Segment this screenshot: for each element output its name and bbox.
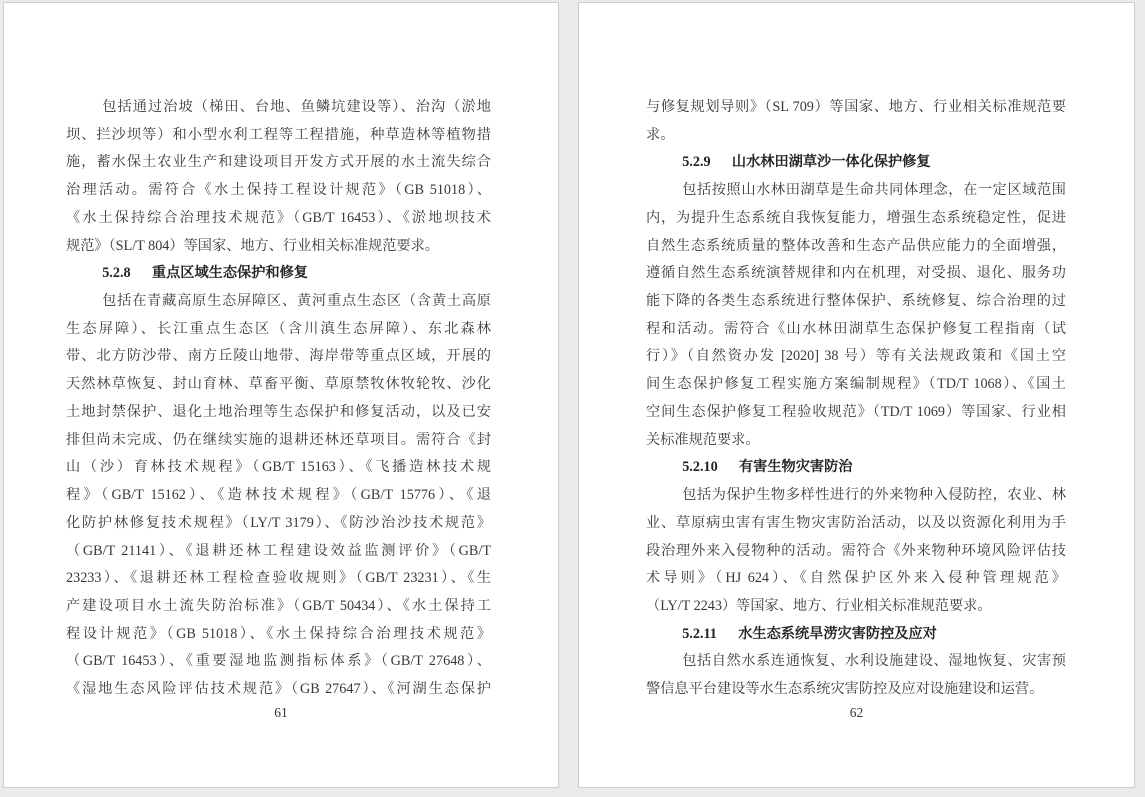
document-page-61	[3, 2, 559, 788]
text-line: 业、草原病虫害有害生物灾害防治活动，以及以资源化利用为手	[646, 514, 1066, 531]
text-line: 内，为提升生态系统自我恢复能力，增强生态系统稳定性，促进	[646, 209, 1066, 226]
text-line: 自然生态系统质量的整体改善和生态产品供应能力的全面增强，	[646, 237, 1066, 254]
text-line: 坝、拦沙坝等）和小型水利工程等工程措施，种草造林等植物措	[66, 126, 491, 143]
text-line: 土地封禁保护、退化土地治理等生态保护和修复活动，以及已安	[66, 403, 491, 420]
section-number: 5.2.9	[682, 154, 711, 171]
section-title: 有害生物灾害防治	[738, 459, 853, 476]
section-heading	[646, 454, 1066, 482]
text-line: 包括为保护生物多样性进行的外来物种入侵防控，农业、林	[682, 487, 1066, 504]
section-heading	[66, 260, 491, 288]
text-line: 程》（GB/T 15162）、《造林技术规程》（GB/T 15776）、《退	[66, 487, 491, 504]
text-line: 行）》（自然资办发 [2020] 38 号）等有关法规政策和《国土空	[646, 348, 1066, 365]
page-61-text-block	[66, 94, 491, 704]
text-line: （LY/T 2243）等国家、地方、行业相关标准规范要求。	[646, 597, 992, 614]
text-line: 23233）、《退耕还林工程检查验收规则》（GB/T 23231）、《生	[66, 570, 491, 587]
text-line: 程设计规范》（GB 51018）、《水土保持综合治理技术规范》	[66, 625, 491, 642]
text-line: 警信息平台建设等水生态系统灾害防控及应对设施建设和运营。	[646, 681, 1044, 698]
text-line: 关标准规范要求。	[646, 431, 760, 448]
text-line: 包括在青藏高原生态屏障区、黄河重点生态区（含黄土高原	[102, 293, 491, 310]
document-page-62	[578, 2, 1135, 788]
text-line: 求。	[646, 126, 675, 143]
text-line: 天然林草恢复、封山育林、草畜平衡、草原禁牧休牧轮牧、沙化	[66, 376, 491, 393]
section-title: 水生态系统旱涝灾害防控及应对	[738, 625, 937, 642]
text-line: 程和活动。需符合《山水林田湖草生态保护修复工程指南（试	[646, 320, 1066, 337]
text-line: 排但尚未完成、仍在继续实施的退耕还林还草项目。需符合《封	[66, 431, 491, 448]
section-number: 5.2.10	[682, 459, 718, 476]
section-heading	[646, 621, 1066, 649]
text-line: 生态屏障）、长江重点生态区（含川滇生态屏障）、东北森林	[66, 320, 491, 337]
section-title: 重点区域生态保护和修复	[151, 265, 308, 282]
page-number-61: 61	[274, 705, 288, 720]
text-line: 能下降的各类生态系统进行整体保护、系统修复、综合治理的过	[646, 293, 1066, 310]
text-line: 施，蓄水保土农业生产和建设项目开发方式开展的水土流失综合	[66, 154, 491, 171]
text-line: 化防护林修复技术规程》（LY/T 3179）、《防沙治沙技术规范》	[66, 514, 491, 531]
text-line: 规范》（SL/T 804）等国家、地方、行业相关标准规范要求。	[66, 237, 439, 254]
text-line: 间生态保护修复工程实施方案编制规程》（TD/T 1068）、《国土	[646, 376, 1066, 393]
text-line: （GB/T 21141）、《退耕还林工程建设效益监测评价》（GB/T	[66, 542, 491, 559]
text-line: 包括通过治坡（梯田、台地、鱼鳞坑建设等）、治沟（淤地	[102, 99, 491, 115]
text-line: 与修复规划导则》（SL 709）等国家、地方、行业相关标准规范要	[646, 99, 1066, 115]
text-line: 段治理外来入侵物种的活动。需符合《外来物种环境风险评估技	[646, 542, 1066, 559]
text-line: 遵循自然生态系统演替规律和内在机理，对受损、退化、服务功	[646, 265, 1066, 282]
page-number-62: 62	[849, 705, 864, 720]
text-line: 《湿地生态风险评估技术规范》（GB 27647）、《河湖生态保护	[66, 681, 491, 698]
section-heading	[646, 149, 1066, 177]
text-line: （GB/T 16453）、《重要湿地监测指标体系》（GB/T 27648）、	[66, 653, 491, 670]
text-line: 带、北方防沙带、南方丘陵山地带、海岸带等重点区域，开展的	[66, 348, 491, 365]
text-line: 空间生态保护修复工程验收规范》（TD/T 1069）等国家、行业相	[646, 403, 1066, 420]
section-title: 山水林田湖草沙一体化保护修复	[731, 154, 931, 171]
text-line: 山（沙）育林技术规程》（GB/T 15163）、《飞播造林技术规	[66, 459, 491, 476]
section-number: 5.2.11	[682, 625, 717, 642]
section-number: 5.2.8	[102, 265, 131, 282]
text-line: 包括按照山水林田湖草是生命共同体理念，在一定区域范围	[682, 182, 1066, 199]
text-line: 治理活动。需符合《水土保持工程设计规范》（GB 51018）、	[66, 182, 491, 199]
text-line: 《水土保持综合治理技术规范》（GB/T 16453）、《淤地坝技术	[66, 209, 491, 226]
page-62-text-block	[646, 94, 1066, 704]
text-line: 产建设项目水土流失防治标准》（GB/T 50434）、《水土保持工	[66, 597, 491, 614]
text-line: 术导则》（HJ 624）、《自然保护区外来入侵种管理规范》	[646, 570, 1066, 587]
text-line: 包括自然水系连通恢复、水利设施建设、湿地恢复、灾害预	[682, 653, 1066, 670]
